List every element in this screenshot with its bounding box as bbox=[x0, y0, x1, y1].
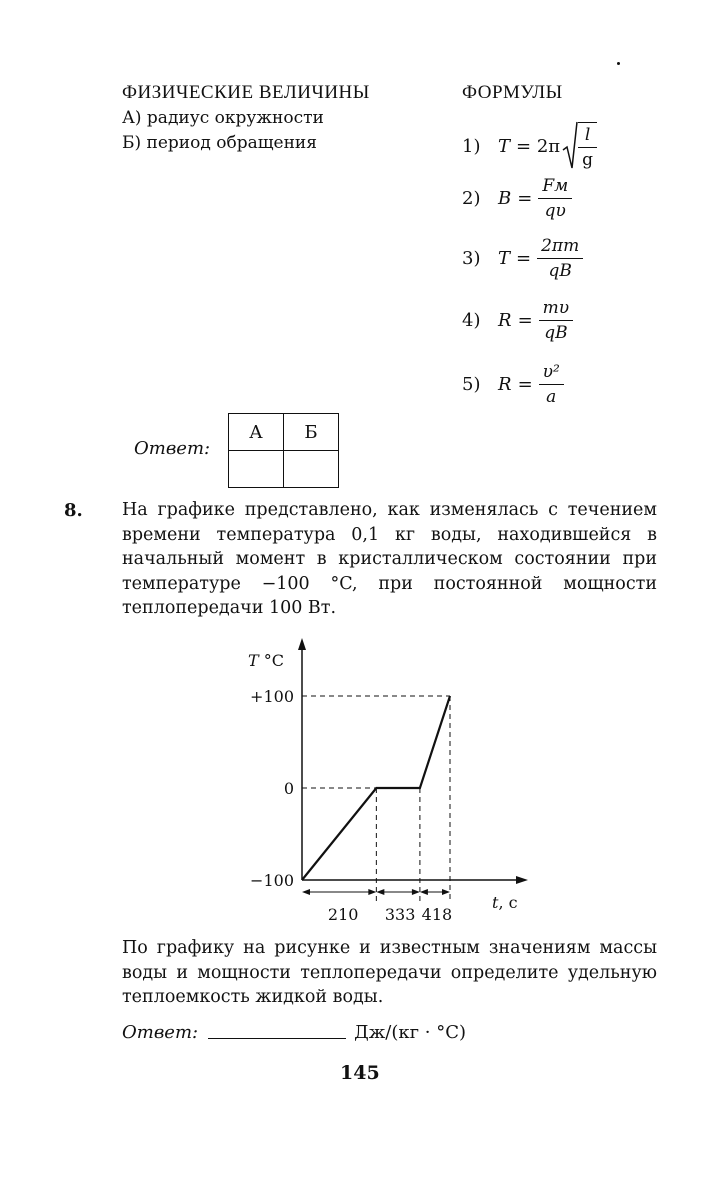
formula-1-bottom: g bbox=[582, 150, 593, 170]
formula-1-eq: = 2π bbox=[516, 135, 561, 157]
task-answer-label: Ответ: bbox=[122, 1022, 199, 1043]
y-axis-arrow-icon bbox=[298, 638, 306, 650]
span-arrow-left-icon-1 bbox=[376, 889, 384, 895]
page-number: 145 bbox=[340, 1062, 380, 1084]
formula-1-number: 1) bbox=[462, 135, 481, 157]
formula-3-number: 3) bbox=[462, 248, 481, 269]
formulas-header: ФОРМУЛЫ bbox=[462, 82, 563, 103]
formula-1-top: l bbox=[584, 125, 591, 145]
formula-3-top: 2πm bbox=[541, 236, 580, 256]
quantities-header: ФИЗИЧЕСКИЕ ВЕЛИЧИНЫ bbox=[122, 82, 370, 103]
sqrt-sign-icon bbox=[562, 120, 578, 172]
formula-4-fraction bbox=[539, 298, 573, 343]
formula-4-top: mυ bbox=[542, 298, 570, 318]
formula-1-lhs: T bbox=[498, 135, 511, 157]
quantity-a bbox=[122, 108, 324, 128]
formula-4-bottom: qB bbox=[544, 323, 568, 343]
formula-2-fraction bbox=[538, 176, 572, 221]
temperature-chart bbox=[240, 636, 530, 926]
formula-2-number: 2) bbox=[462, 188, 481, 209]
quantity-b-letter: Б) bbox=[122, 133, 142, 153]
span-arrow-right-icon-1 bbox=[412, 889, 420, 895]
quantity-a-text: радиус окружности bbox=[146, 108, 324, 128]
matching-answer-table bbox=[228, 413, 339, 488]
formula-5-bottom: a bbox=[546, 387, 557, 407]
x-axis-label: t, c bbox=[492, 893, 518, 912]
formula-2-bottom: qυ bbox=[544, 201, 566, 221]
formula-4-eq: = bbox=[517, 310, 533, 331]
answer-cell-a[interactable] bbox=[229, 451, 284, 488]
answer-col-b-header: Б bbox=[284, 414, 339, 451]
formula-4-number: 4) bbox=[462, 310, 481, 331]
formula-2-eq: = bbox=[517, 188, 533, 209]
formula-2-lhs: B bbox=[498, 188, 512, 209]
quantity-b-text: период обращения bbox=[146, 133, 317, 153]
task-question: По графику на рисунке и известным значениям массы воды и мощности теплопередачи определите удельную теплоемкость жидкой воды. bbox=[122, 938, 657, 1007]
formula-3-eq: = bbox=[516, 248, 532, 269]
y-tick-label-1: 0 bbox=[283, 779, 294, 798]
x-tick-label-210: 210 bbox=[327, 905, 359, 924]
span-arrow-right-icon-2 bbox=[442, 889, 450, 895]
matching-answer-label: Ответ: bbox=[134, 438, 211, 459]
formula-3-fraction bbox=[537, 236, 583, 281]
span-arrow-left-icon-0 bbox=[302, 889, 310, 895]
formula-2 bbox=[462, 176, 572, 221]
formula-5-eq: = bbox=[517, 374, 533, 395]
answer-cell-b[interactable] bbox=[284, 451, 339, 488]
quantity-a-letter: А) bbox=[122, 108, 142, 128]
formula-1-fraction bbox=[578, 122, 597, 170]
formula-4-lhs: R bbox=[498, 310, 512, 331]
quantity-b bbox=[122, 133, 317, 153]
formula-3-lhs: T bbox=[498, 248, 511, 269]
formula-5 bbox=[462, 362, 564, 407]
span-arrow-left-icon-2 bbox=[420, 889, 428, 895]
task-answer-row bbox=[122, 1020, 466, 1043]
x-tick-label-418: 418 bbox=[421, 905, 453, 924]
formula-5-top: υ² bbox=[542, 362, 560, 382]
answer-col-a-header: А bbox=[229, 414, 284, 451]
x-axis-arrow-icon bbox=[516, 876, 528, 884]
task-answer-unit: Дж/(кг · °C) bbox=[354, 1022, 467, 1043]
formula-3-bottom: qB bbox=[548, 261, 572, 281]
y-tick-label-2: −100 bbox=[250, 871, 294, 890]
formula-5-number: 5) bbox=[462, 374, 481, 395]
formula-5-lhs: R bbox=[498, 374, 512, 395]
span-arrow-right-icon-0 bbox=[368, 889, 376, 895]
y-tick-label-0: +100 bbox=[250, 687, 294, 706]
y-axis-label: T °C bbox=[248, 651, 284, 670]
formula-4 bbox=[462, 298, 573, 343]
task-number: 8. bbox=[64, 500, 83, 521]
formula-2-top: Fм bbox=[542, 176, 569, 196]
task-text: На графике представлено, как изменялась с течением времени температура 0,1 кг воды, находившейся в начальный момент в кристаллическом состоянии при температуре −100 °C, при постоянной мощности теплопередачи 100 Вт. bbox=[122, 500, 657, 618]
formula-1 bbox=[462, 120, 597, 172]
x-tick-label-333: 333 bbox=[384, 905, 416, 924]
task-answer-input[interactable] bbox=[208, 1020, 346, 1039]
page-dot bbox=[617, 62, 620, 65]
formula-3 bbox=[462, 236, 583, 281]
formula-5-fraction bbox=[539, 362, 564, 407]
